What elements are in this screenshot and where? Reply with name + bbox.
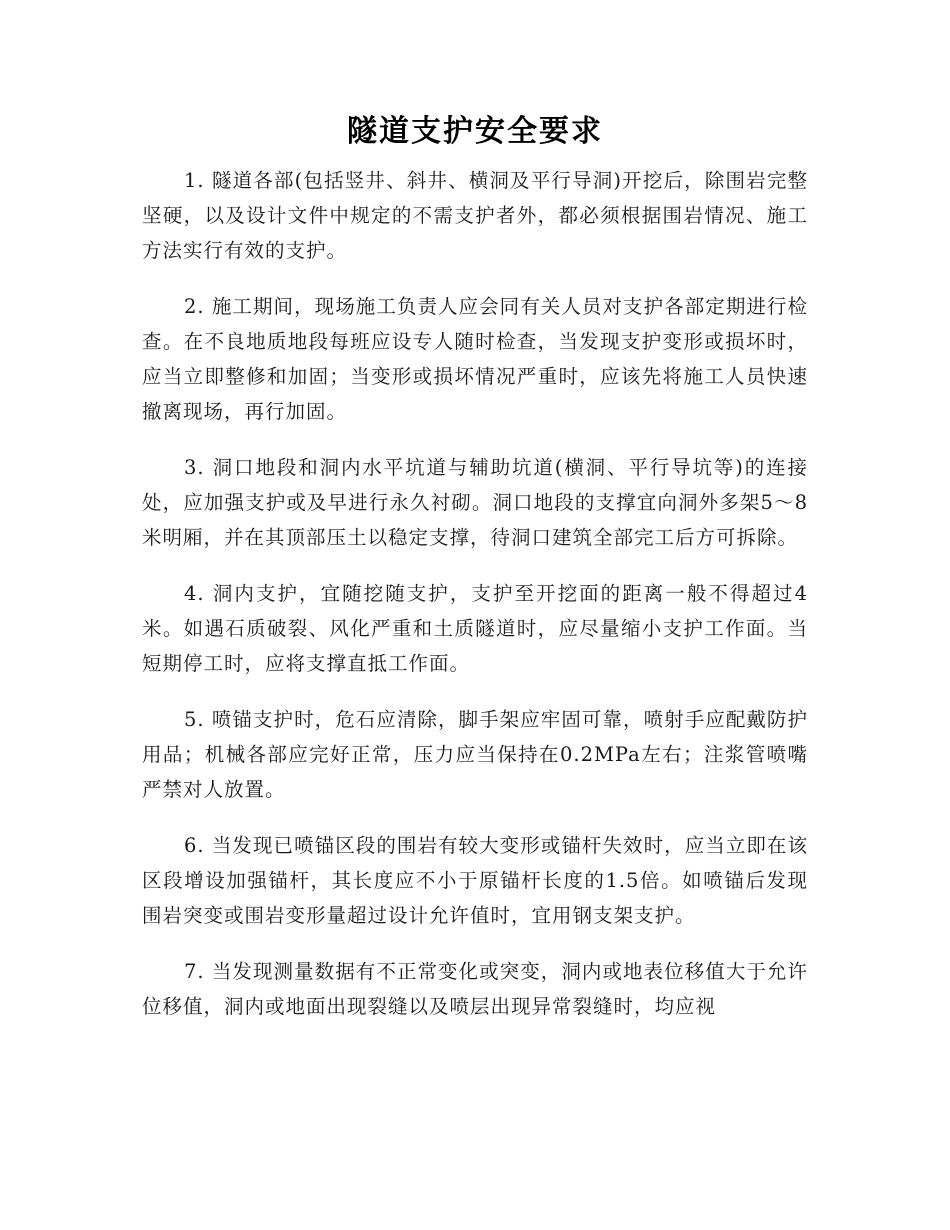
paragraph-4: 4. 洞内支护，宜随挖随支护，支护至开挖面的距离一般不得超过4米。如遇石质破裂、风化严重和土质隧道时，应尽量缩小支护工作面。当短期停工时，应将支撑直抵工作面。 xyxy=(142,582,808,675)
document-body xyxy=(142,163,808,1024)
paragraph-1: 1. 隧道各部(包括竖井、斜井、横洞及平行导洞)开挖后，除围岩完整坚硬，以及设计文件中规定的不需支护者外，都必须根据围岩情况、施工方法实行有效的支护。 xyxy=(142,169,808,262)
paragraph-6: 6. 当发现已喷锚区段的围岩有较大变形或锚杆失效时，应当立即在该区段增设加强锚杆，其长度应不小于原锚杆长度的1.5倍。如喷锚后发现围岩突变或围岩变形量超过设计允许值时，宜用钢支架支护。 xyxy=(142,834,808,927)
paragraph-2: 2. 施工期间，现场施工负责人应会同有关人员对支护各部定期进行检查。在不良地质地段每班应设专人随时检查，当发现支护变形或损坏时，应当立即整修和加固；当变形或损坏情况严重时，应该先将施工人员快速撤离现场，再行加固。 xyxy=(142,295,808,423)
paragraph-5: 5. 喷锚支护时，危石应清除，脚手架应牢固可靠，喷射手应配戴防护用品；机械各部应完好正常，压力应当保持在0.2MPa左右；注浆管喷嘴严禁对人放置。 xyxy=(142,708,808,801)
paragraph-3: 3. 洞口地段和洞内水平坑道与辅助坑道(横洞、平行导坑等)的连接处，应加强支护或及早进行永久衬砌。洞口地段的支撑宜向洞外多架5～8米明厢，并在其顶部压土以稳定支撑，待洞口建筑全部完工后方可拆除。 xyxy=(142,456,808,549)
document-title: 隧道支护安全要求 xyxy=(347,114,603,149)
paragraph-7: 7. 当发现测量数据有不正常变化或突变，洞内或地表位移值大于允许位移值，洞内或地面出现裂缝以及喷层出现异常裂缝时，均应视 xyxy=(142,960,808,1018)
